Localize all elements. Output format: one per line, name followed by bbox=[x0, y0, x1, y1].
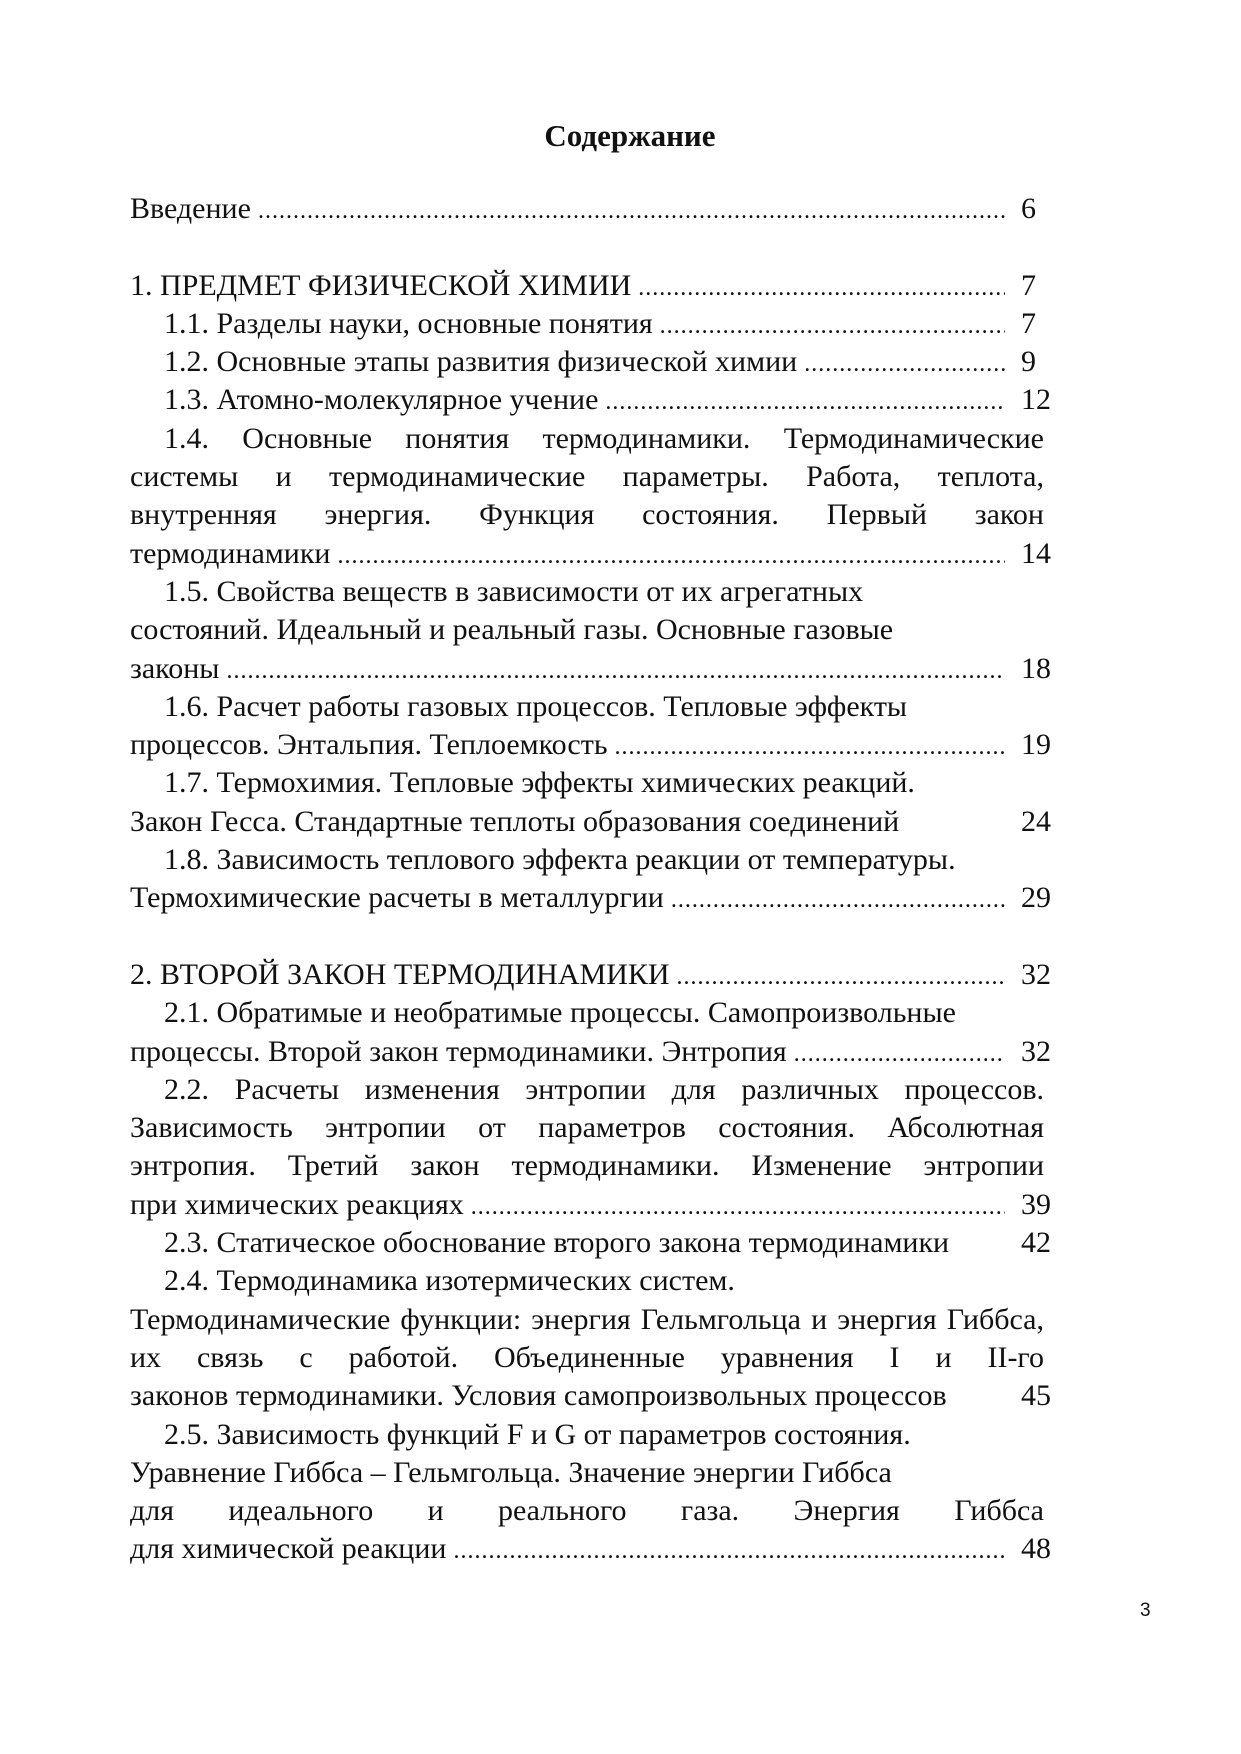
toc-entry-text-last: законы bbox=[130, 651, 220, 685]
dot-leader bbox=[615, 728, 1005, 766]
toc-entry-page: 24 bbox=[1021, 804, 1051, 838]
toc-entry-text: 1.7. Термохимия. Тепловые эффекты химических реакций. bbox=[164, 766, 915, 800]
toc-entry-text-last: процессов. Энтальпия. Теплоемкость bbox=[130, 728, 608, 762]
dot-leader bbox=[605, 383, 1005, 421]
toc-entry-text: 1.2. Основные этапы развития физической химии bbox=[164, 345, 798, 379]
toc-entry-text: 1.4. Основные понятия термодинамики. Термодинамические системы и термодинамические параметры. Работа, теплота, внутренняя энергия. Функция состояния. Первый закон bbox=[130, 421, 1044, 532]
dot-leader bbox=[258, 192, 1005, 230]
dot-leader bbox=[471, 1188, 1005, 1226]
toc-title: Содержание bbox=[544, 118, 716, 153]
toc-entry-page: 48 bbox=[1021, 1532, 1051, 1566]
toc-entry-text-last: для химической реакции bbox=[130, 1532, 447, 1566]
dot-leader bbox=[638, 269, 1005, 307]
toc-entry-1-7[interactable] bbox=[130, 764, 1081, 841]
toc-entry-1-4[interactable] bbox=[130, 420, 1081, 573]
toc-entry-page: 32 bbox=[1021, 1034, 1051, 1068]
toc-entry-text: Введение bbox=[130, 192, 251, 225]
dot-leader bbox=[794, 1035, 1005, 1073]
toc-entry-chapter-2[interactable] bbox=[130, 956, 1081, 994]
toc-entry-text: 2.2. Расчеты изменения энтропии для различных процессов. Зависимость энтропии от параметров состояния. Абсолютная энтропия. Третий закон термодинамики. Изменение энтропии bbox=[130, 1072, 1044, 1183]
dot-leader bbox=[226, 652, 1005, 690]
toc-entry-2-5[interactable] bbox=[130, 1416, 1081, 1569]
toc-entry-text: для идеального и реального газа. Энергия Гиббса bbox=[130, 1494, 1044, 1528]
dot-leader bbox=[671, 881, 1005, 919]
toc-entry-2-4[interactable] bbox=[130, 1262, 1081, 1415]
toc-entry-1-3[interactable] bbox=[130, 381, 1081, 419]
toc-entry-2-1[interactable] bbox=[130, 994, 1081, 1071]
toc-entry-intro[interactable] bbox=[130, 190, 1081, 228]
toc-entry-text: 2.1. Обратимые и необратимые процессы. Самопроизвольные bbox=[164, 996, 956, 1030]
dot-leader bbox=[804, 345, 1005, 383]
toc-entry-text: состояний. Идеальный и реальный газы. Основные газовые bbox=[130, 613, 894, 647]
toc-entry-chapter-1[interactable] bbox=[130, 267, 1081, 305]
toc-entry-page: 32 bbox=[1021, 957, 1051, 991]
toc-entry-text-last: Термохимические расчеты в металлургии bbox=[130, 881, 664, 915]
toc-entry-page: 42 bbox=[1021, 1226, 1051, 1260]
toc-entry-text: 1. ПРЕДМЕТ ФИЗИЧЕСКОЙ ХИМИИ bbox=[130, 268, 632, 302]
toc-entry-text: 1.1. Разделы науки, основные понятия bbox=[164, 306, 653, 340]
table-of-contents bbox=[130, 190, 1081, 1569]
toc-entry-1-6[interactable] bbox=[130, 688, 1081, 765]
toc-entry-page: 39 bbox=[1021, 1187, 1051, 1221]
toc-entry-text-last: термодинамики bbox=[130, 536, 331, 570]
toc-entry-text-last: процессы. Второй закон термодинамики. Энтропия bbox=[130, 1034, 787, 1068]
dot-leader bbox=[453, 1532, 1005, 1570]
toc-entry-page: 9 bbox=[1021, 345, 1036, 379]
toc-entry-text: 2.5. Зависимость функций F и G от параметров состояния. bbox=[164, 1417, 911, 1451]
toc-entry-text: Термодинамические функции: энергия Гельмгольца и энергия Гиббса, их связь с работой. Объединенные уравнения I и II-го bbox=[130, 1302, 1044, 1374]
toc-entry-text: 2.3. Статическое обоснование второго закона термодинамики bbox=[164, 1226, 950, 1260]
toc-entry-page: 29 bbox=[1021, 881, 1051, 915]
dot-leader bbox=[677, 958, 1005, 996]
toc-entry-text: Уравнение Гиббса – Гельмгольца. Значение энергии Гиббса bbox=[130, 1455, 892, 1489]
toc-entry-text-last: законов термодинамики. Условия самопроизвольных процессов bbox=[130, 1379, 947, 1413]
toc-entry-page: 14 bbox=[1021, 536, 1051, 570]
toc-entry-text-last: Закон Гесса. Стандартные теплоты образования соединений bbox=[130, 804, 900, 838]
dot-leader bbox=[660, 307, 1005, 345]
toc-entry-2-2[interactable] bbox=[130, 1071, 1081, 1224]
toc-entry-page: 6 bbox=[1021, 192, 1036, 225]
toc-entry-text: 1.3. Атомно-молекулярное учение bbox=[164, 383, 599, 417]
toc-entry-text: 1.8. Зависимость теплового эффекта реакции от температуры. bbox=[164, 843, 956, 877]
toc-entry-text: 2.4. Термодинамика изотермических систем. bbox=[164, 1264, 735, 1298]
toc-entry-1-2[interactable] bbox=[130, 343, 1081, 381]
toc-entry-text: 1.6. Расчет работы газовых процессов. Тепловые эффекты bbox=[164, 689, 908, 723]
toc-entry-page: 7 bbox=[1021, 268, 1036, 302]
dot-leader bbox=[337, 537, 1005, 575]
toc-entry-page: 7 bbox=[1021, 306, 1036, 340]
toc-entry-page: 19 bbox=[1021, 728, 1051, 762]
toc-entry-page: 12 bbox=[1021, 383, 1051, 417]
toc-entry-page: 45 bbox=[1021, 1379, 1051, 1413]
toc-entry-text-last: при химических реакциях bbox=[130, 1187, 464, 1221]
toc-entry-2-3[interactable] bbox=[130, 1224, 1081, 1262]
page-number: 3 bbox=[1140, 1600, 1151, 1621]
toc-entry-1-1[interactable] bbox=[130, 305, 1081, 343]
toc-entry-1-8[interactable] bbox=[130, 841, 1081, 918]
toc-entry-text: 2. ВТОРОЙ ЗАКОН ТЕРМОДИНАМИКИ bbox=[130, 957, 670, 991]
toc-entry-1-5[interactable] bbox=[130, 573, 1081, 688]
toc-entry-page: 18 bbox=[1021, 651, 1051, 685]
toc-entry-text: 1.5. Свойства веществ в зависимости от их агрегатных bbox=[164, 574, 864, 608]
